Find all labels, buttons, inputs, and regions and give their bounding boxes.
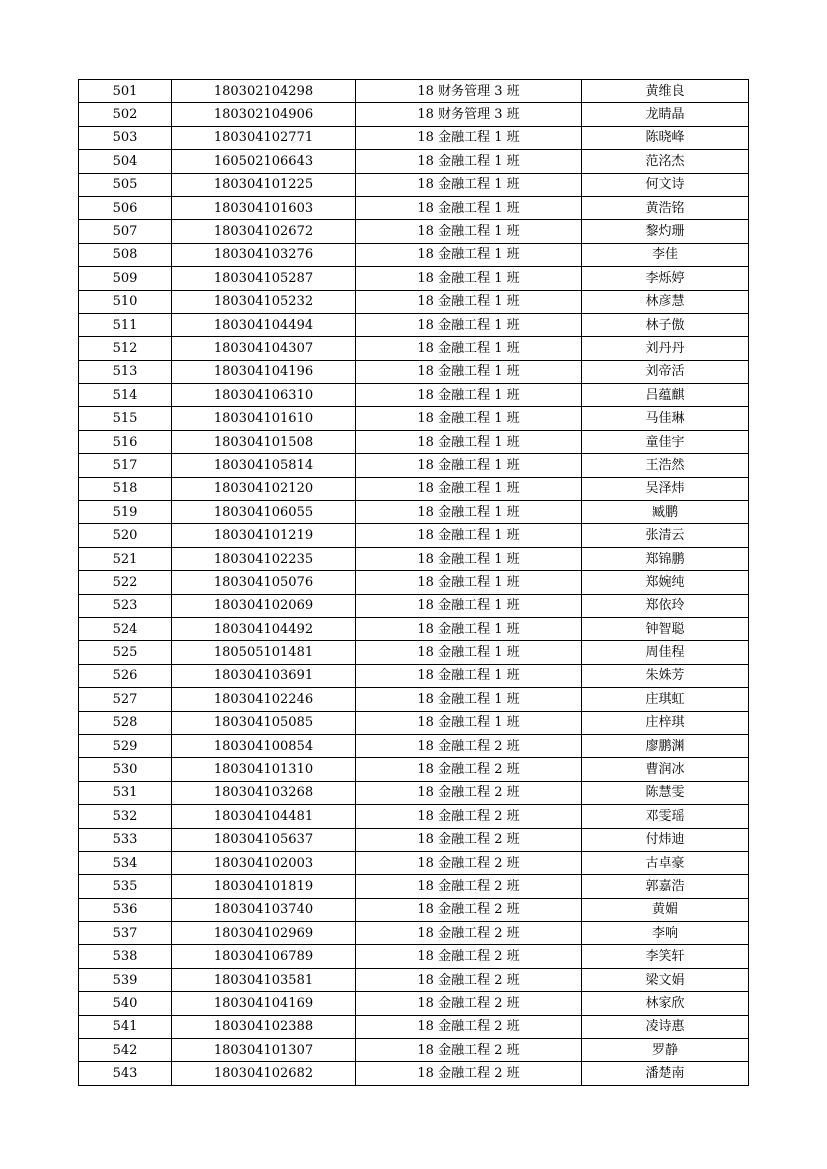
class-name-cell: 18 金融工程 1 班 xyxy=(356,290,582,313)
table-row xyxy=(79,922,749,945)
row-index-cell: 501 xyxy=(79,80,172,103)
table-row xyxy=(79,384,749,407)
table-row xyxy=(79,243,749,266)
student-name-cell: 钟智聪 xyxy=(582,617,749,640)
table-row xyxy=(79,992,749,1015)
class-name-cell: 18 金融工程 1 班 xyxy=(356,547,582,570)
student-id-cell: 180304102246 xyxy=(172,688,356,711)
class-name-cell: 18 金融工程 2 班 xyxy=(356,922,582,945)
row-index-cell: 536 xyxy=(79,898,172,921)
class-name-cell: 18 金融工程 1 班 xyxy=(356,454,582,477)
row-index-cell: 532 xyxy=(79,805,172,828)
student-name-cell: 廖鹏渊 xyxy=(582,734,749,757)
table-row xyxy=(79,501,749,524)
class-name-cell: 18 金融工程 2 班 xyxy=(356,758,582,781)
row-index-cell: 512 xyxy=(79,337,172,360)
student-id-cell: 180304104169 xyxy=(172,992,356,1015)
table-row xyxy=(79,360,749,383)
student-id-cell: 180304103268 xyxy=(172,781,356,804)
row-index-cell: 519 xyxy=(79,501,172,524)
row-index-cell: 514 xyxy=(79,384,172,407)
class-name-cell: 18 财务管理 3 班 xyxy=(356,103,582,126)
table-row xyxy=(79,103,749,126)
roster-body xyxy=(79,80,749,1086)
student-name-cell: 郑婉纯 xyxy=(582,571,749,594)
class-name-cell: 18 金融工程 2 班 xyxy=(356,781,582,804)
table-row xyxy=(79,781,749,804)
row-index-cell: 539 xyxy=(79,968,172,991)
row-index-cell: 534 xyxy=(79,851,172,874)
row-index-cell: 538 xyxy=(79,945,172,968)
row-index-cell: 510 xyxy=(79,290,172,313)
table-row xyxy=(79,1015,749,1038)
class-name-cell: 18 金融工程 2 班 xyxy=(356,945,582,968)
student-id-cell: 180304104494 xyxy=(172,313,356,336)
class-name-cell: 18 金融工程 2 班 xyxy=(356,875,582,898)
table-row xyxy=(79,477,749,500)
row-index-cell: 520 xyxy=(79,524,172,547)
row-index-cell: 524 xyxy=(79,617,172,640)
table-row xyxy=(79,664,749,687)
student-id-cell: 180304101310 xyxy=(172,758,356,781)
student-name-cell: 范洺杰 xyxy=(582,150,749,173)
table-row xyxy=(79,430,749,453)
student-id-cell: 180302104298 xyxy=(172,80,356,103)
student-name-cell: 黎灼珊 xyxy=(582,220,749,243)
class-name-cell: 18 金融工程 1 班 xyxy=(356,407,582,430)
table-row xyxy=(79,267,749,290)
student-id-cell: 180304101307 xyxy=(172,1039,356,1062)
row-index-cell: 537 xyxy=(79,922,172,945)
student-id-cell: 180304104307 xyxy=(172,337,356,360)
row-index-cell: 525 xyxy=(79,641,172,664)
student-name-cell: 李响 xyxy=(582,922,749,945)
student-name-cell: 林彦慧 xyxy=(582,290,749,313)
table-row xyxy=(79,851,749,874)
class-name-cell: 18 金融工程 1 班 xyxy=(356,337,582,360)
student-id-cell: 180304105085 xyxy=(172,711,356,734)
table-row xyxy=(79,594,749,617)
class-name-cell: 18 金融工程 1 班 xyxy=(356,571,582,594)
class-name-cell: 18 金融工程 1 班 xyxy=(356,477,582,500)
student-id-cell: 180304106789 xyxy=(172,945,356,968)
student-id-cell: 180304101508 xyxy=(172,430,356,453)
student-name-cell: 吴泽炜 xyxy=(582,477,749,500)
row-index-cell: 530 xyxy=(79,758,172,781)
table-row xyxy=(79,617,749,640)
class-name-cell: 18 金融工程 1 班 xyxy=(356,173,582,196)
table-row xyxy=(79,1039,749,1062)
student-name-cell: 刘帝活 xyxy=(582,360,749,383)
student-id-cell: 180304102969 xyxy=(172,922,356,945)
table-row xyxy=(79,1062,749,1085)
class-name-cell: 18 金融工程 2 班 xyxy=(356,805,582,828)
table-row xyxy=(79,173,749,196)
student-id-cell: 180304102672 xyxy=(172,220,356,243)
student-name-cell: 罗静 xyxy=(582,1039,749,1062)
student-id-cell: 180304102388 xyxy=(172,1015,356,1038)
row-index-cell: 526 xyxy=(79,664,172,687)
row-index-cell: 506 xyxy=(79,196,172,219)
class-name-cell: 18 金融工程 2 班 xyxy=(356,992,582,1015)
student-name-cell: 林家欣 xyxy=(582,992,749,1015)
student-id-cell: 180304102003 xyxy=(172,851,356,874)
table-row xyxy=(79,547,749,570)
student-name-cell: 凌诗惠 xyxy=(582,1015,749,1038)
class-name-cell: 18 金融工程 1 班 xyxy=(356,501,582,524)
class-name-cell: 18 金融工程 2 班 xyxy=(356,1062,582,1085)
student-name-cell: 臧鹏 xyxy=(582,501,749,524)
class-name-cell: 18 金融工程 1 班 xyxy=(356,524,582,547)
row-index-cell: 505 xyxy=(79,173,172,196)
class-name-cell: 18 金融工程 1 班 xyxy=(356,617,582,640)
class-name-cell: 18 金融工程 1 班 xyxy=(356,430,582,453)
student-id-cell: 180304101219 xyxy=(172,524,356,547)
row-index-cell: 509 xyxy=(79,267,172,290)
student-name-cell: 郑依玲 xyxy=(582,594,749,617)
row-index-cell: 504 xyxy=(79,150,172,173)
table-row xyxy=(79,524,749,547)
table-row xyxy=(79,220,749,243)
student-id-cell: 180304105814 xyxy=(172,454,356,477)
class-name-cell: 18 金融工程 2 班 xyxy=(356,828,582,851)
student-id-cell: 180505101481 xyxy=(172,641,356,664)
student-name-cell: 古卓豪 xyxy=(582,851,749,874)
student-id-cell: 180304105076 xyxy=(172,571,356,594)
class-name-cell: 18 金融工程 1 班 xyxy=(356,688,582,711)
student-name-cell: 付炜迪 xyxy=(582,828,749,851)
class-name-cell: 18 金融工程 2 班 xyxy=(356,898,582,921)
student-id-cell: 180304102069 xyxy=(172,594,356,617)
student-id-cell: 180304103276 xyxy=(172,243,356,266)
class-name-cell: 18 金融工程 1 班 xyxy=(356,196,582,219)
student-name-cell: 邓雯瑶 xyxy=(582,805,749,828)
row-index-cell: 502 xyxy=(79,103,172,126)
student-id-cell: 180304106310 xyxy=(172,384,356,407)
student-name-cell: 黄媚 xyxy=(582,898,749,921)
student-id-cell: 180304101225 xyxy=(172,173,356,196)
class-name-cell: 18 金融工程 1 班 xyxy=(356,243,582,266)
row-index-cell: 541 xyxy=(79,1015,172,1038)
row-index-cell: 535 xyxy=(79,875,172,898)
row-index-cell: 527 xyxy=(79,688,172,711)
student-id-cell: 180304101819 xyxy=(172,875,356,898)
student-name-cell: 梁文娟 xyxy=(582,968,749,991)
student-name-cell: 林子傲 xyxy=(582,313,749,336)
student-name-cell: 马佳琳 xyxy=(582,407,749,430)
student-roster-table xyxy=(78,79,749,1086)
student-id-cell: 180304103691 xyxy=(172,664,356,687)
table-row xyxy=(79,711,749,734)
row-index-cell: 529 xyxy=(79,734,172,757)
row-index-cell: 521 xyxy=(79,547,172,570)
row-index-cell: 533 xyxy=(79,828,172,851)
row-index-cell: 523 xyxy=(79,594,172,617)
table-row xyxy=(79,828,749,851)
student-name-cell: 庄琪虹 xyxy=(582,688,749,711)
class-name-cell: 18 金融工程 1 班 xyxy=(356,267,582,290)
class-name-cell: 18 金融工程 2 班 xyxy=(356,968,582,991)
table-row xyxy=(79,945,749,968)
student-name-cell: 何文诗 xyxy=(582,173,749,196)
table-row xyxy=(79,80,749,103)
class-name-cell: 18 金融工程 2 班 xyxy=(356,851,582,874)
student-name-cell: 庄梓琪 xyxy=(582,711,749,734)
student-name-cell: 黄浩铭 xyxy=(582,196,749,219)
class-name-cell: 18 金融工程 2 班 xyxy=(356,734,582,757)
table-row xyxy=(79,150,749,173)
student-id-cell: 180304102120 xyxy=(172,477,356,500)
row-index-cell: 515 xyxy=(79,407,172,430)
student-id-cell: 180304104196 xyxy=(172,360,356,383)
class-name-cell: 18 金融工程 1 班 xyxy=(356,594,582,617)
table-row xyxy=(79,571,749,594)
student-id-cell: 180304102771 xyxy=(172,126,356,149)
student-name-cell: 郭嘉浩 xyxy=(582,875,749,898)
class-name-cell: 18 金融工程 1 班 xyxy=(356,384,582,407)
student-name-cell: 朱姝芳 xyxy=(582,664,749,687)
table-row xyxy=(79,290,749,313)
row-index-cell: 503 xyxy=(79,126,172,149)
student-name-cell: 陈晓峰 xyxy=(582,126,749,149)
student-id-cell: 180304106055 xyxy=(172,501,356,524)
row-index-cell: 542 xyxy=(79,1039,172,1062)
class-name-cell: 18 金融工程 1 班 xyxy=(356,220,582,243)
table-row xyxy=(79,454,749,477)
student-name-cell: 童佳宇 xyxy=(582,430,749,453)
student-name-cell: 李烁婷 xyxy=(582,267,749,290)
class-name-cell: 18 金融工程 2 班 xyxy=(356,1039,582,1062)
student-name-cell: 陈慧雯 xyxy=(582,781,749,804)
table-row xyxy=(79,407,749,430)
class-name-cell: 18 金融工程 1 班 xyxy=(356,313,582,336)
class-name-cell: 18 金融工程 1 班 xyxy=(356,126,582,149)
class-name-cell: 18 财务管理 3 班 xyxy=(356,80,582,103)
table-row xyxy=(79,898,749,921)
student-id-cell: 180304101610 xyxy=(172,407,356,430)
table-row xyxy=(79,968,749,991)
student-id-cell: 180304105637 xyxy=(172,828,356,851)
student-id-cell: 180304100854 xyxy=(172,734,356,757)
student-id-cell: 180304103740 xyxy=(172,898,356,921)
table-row xyxy=(79,758,749,781)
row-index-cell: 516 xyxy=(79,430,172,453)
student-name-cell: 周佳程 xyxy=(582,641,749,664)
student-id-cell: 180304101603 xyxy=(172,196,356,219)
class-name-cell: 18 金融工程 1 班 xyxy=(356,150,582,173)
student-id-cell: 180304104481 xyxy=(172,805,356,828)
student-id-cell: 180304105232 xyxy=(172,290,356,313)
student-id-cell: 180304102682 xyxy=(172,1062,356,1085)
student-name-cell: 潘楚南 xyxy=(582,1062,749,1085)
row-index-cell: 522 xyxy=(79,571,172,594)
student-id-cell: 180302104906 xyxy=(172,103,356,126)
student-id-cell: 180304102235 xyxy=(172,547,356,570)
table-row xyxy=(79,641,749,664)
student-name-cell: 吕蕴麒 xyxy=(582,384,749,407)
student-name-cell: 张清云 xyxy=(582,524,749,547)
class-name-cell: 18 金融工程 1 班 xyxy=(356,641,582,664)
student-name-cell: 曹润冰 xyxy=(582,758,749,781)
table-row xyxy=(79,875,749,898)
row-index-cell: 531 xyxy=(79,781,172,804)
student-name-cell: 郑锦鹏 xyxy=(582,547,749,570)
row-index-cell: 517 xyxy=(79,454,172,477)
table-row xyxy=(79,337,749,360)
row-index-cell: 511 xyxy=(79,313,172,336)
table-row xyxy=(79,805,749,828)
table-row xyxy=(79,126,749,149)
student-name-cell: 黄维良 xyxy=(582,80,749,103)
row-index-cell: 543 xyxy=(79,1062,172,1085)
class-name-cell: 18 金融工程 1 班 xyxy=(356,711,582,734)
class-name-cell: 18 金融工程 2 班 xyxy=(356,1015,582,1038)
row-index-cell: 507 xyxy=(79,220,172,243)
student-name-cell: 王浩然 xyxy=(582,454,749,477)
student-id-cell: 180304105287 xyxy=(172,267,356,290)
student-name-cell: 刘丹丹 xyxy=(582,337,749,360)
class-name-cell: 18 金融工程 1 班 xyxy=(356,360,582,383)
row-index-cell: 513 xyxy=(79,360,172,383)
row-index-cell: 518 xyxy=(79,477,172,500)
table-row xyxy=(79,688,749,711)
row-index-cell: 540 xyxy=(79,992,172,1015)
student-name-cell: 李笑轩 xyxy=(582,945,749,968)
student-name-cell: 李佳 xyxy=(582,243,749,266)
student-id-cell: 180304104492 xyxy=(172,617,356,640)
row-index-cell: 528 xyxy=(79,711,172,734)
class-name-cell: 18 金融工程 1 班 xyxy=(356,664,582,687)
student-id-cell: 160502106643 xyxy=(172,150,356,173)
row-index-cell: 508 xyxy=(79,243,172,266)
table-row xyxy=(79,313,749,336)
student-id-cell: 180304103581 xyxy=(172,968,356,991)
table-row xyxy=(79,196,749,219)
student-name-cell: 龙睛晶 xyxy=(582,103,749,126)
table-row xyxy=(79,734,749,757)
